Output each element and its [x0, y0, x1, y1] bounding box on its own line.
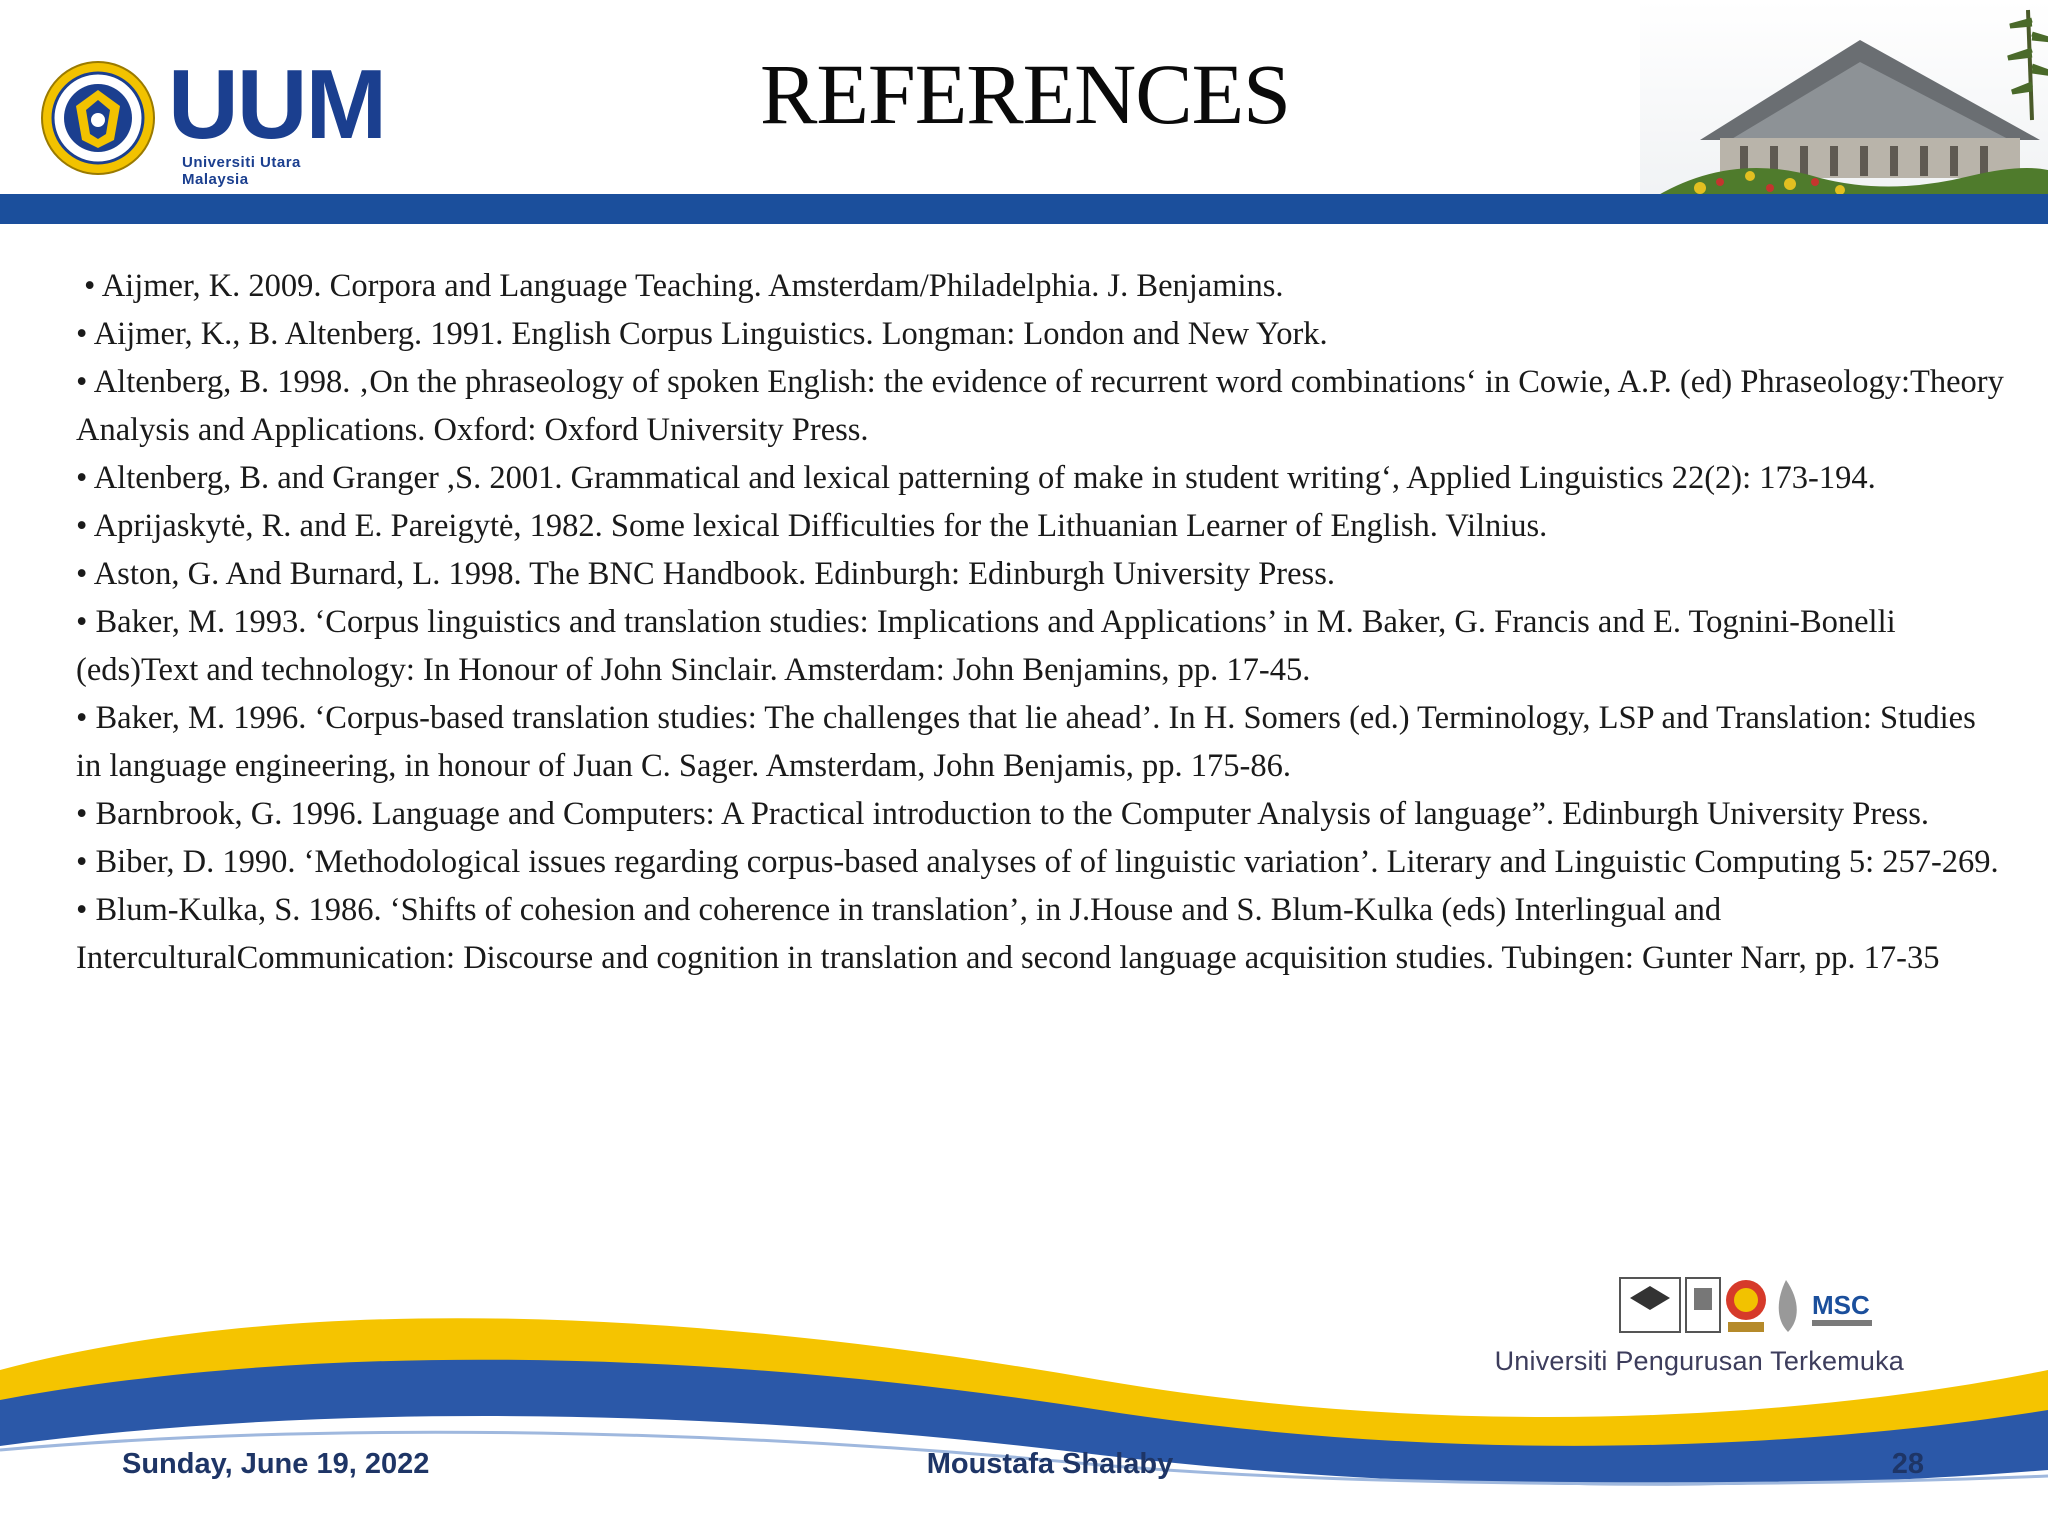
reference-item: • Aprijaskytė, R. and E. Pareigytė, 1982. Some lexical Difficulties for the Lithuanian Learner of English. Vilnius. [76, 508, 1548, 544]
svg-text:MSC: MSC [1812, 1290, 1870, 1320]
footer-author: Moustafa Shalaby [926, 1448, 1174, 1480]
reference-item: • Aston, G. And Burnard, L. 1998. The BNC Handbook. Edinburgh: Edinburgh University Press. [76, 556, 1335, 592]
header-bar [0, 194, 2048, 224]
reference-item: • Altenberg, B. and Granger ,S. 2001. Grammatical and lexical patterning of make in student writing‘, Applied Linguistics 22(2): 173-194. [76, 460, 1876, 496]
accreditation-badges-icon [1616, 1270, 1906, 1350]
reference-item: • Aijmer, K. 2009. Corpora and Language Teaching. Amsterdam/Philadelphia. J. Benjamins. [84, 268, 1284, 304]
footer-date: Sunday, June 19, 2022 [122, 1448, 430, 1480]
page-number: 28 [1891, 1448, 1924, 1480]
reference-list [76, 262, 2006, 982]
logo-wordmark: UUM [168, 49, 386, 159]
logo-subtitle: Universiti Utara Malaysia [182, 154, 301, 188]
campus-building-icon [1640, 0, 2048, 205]
reference-item: • Barnbrook, G. 1996. Language and Computers: A Practical introduction to the Computer Analysis of language”. Edinburgh University Press. [76, 796, 1930, 832]
reference-item: • Biber, D. 1990. ‘Methodological issues regarding corpus-based analyses of of linguistic variation’. Literary and Linguistic Computing 5: 257-269. [76, 844, 1999, 880]
slide-title: REFERENCES [760, 46, 1290, 142]
reference-item: • Aijmer, K., B. Altenberg. 1991. English Corpus Linguistics. Longman: London and New York. [76, 316, 1328, 352]
reference-item: • Altenberg, B. 1998. ‚On the phraseology of spoken English: the evidence of recurrent word combinations‘ in Cowie, A.P. (ed) Phraseology:Theory Analysis and Applications. Oxford: Oxford University Press. [76, 364, 2004, 448]
uum-seal-icon [40, 60, 156, 176]
reference-item: • Blum-Kulka, S. 1986. ‘Shifts of cohesion and coherence in translation’, in J.House and S. Blum-Kulka (eds) Interlingual and InterculturalCommunication: Discourse and cognition in translation and second language acquisition studies. Tubingen: Gunter Narr, pp. 17-35 [76, 892, 1940, 976]
reference-item: • Baker, M. 1996. ‘Corpus-based translation studies: The challenges that lie ahead’. In H. Somers (ed.) Terminology, LSP and Translation: Studies in language engineering, in honour of Juan C. Sager. Amsterdam, John Benjamis, pp. 175-86. [76, 700, 1976, 784]
uum-logo [40, 49, 386, 188]
footer-tagline: Universiti Pengurusan Terkemuka [1494, 1346, 1904, 1376]
reference-item: • Baker, M. 1993. ‘Corpus linguistics and translation studies: Implications and Applications’ in M. Baker, G. Francis and E. Tognini-Bonelli (eds)Text and technology: In Honour of John Sinclair. Amsterdam: John Benjamins, pp. 17-45. [76, 604, 1896, 688]
